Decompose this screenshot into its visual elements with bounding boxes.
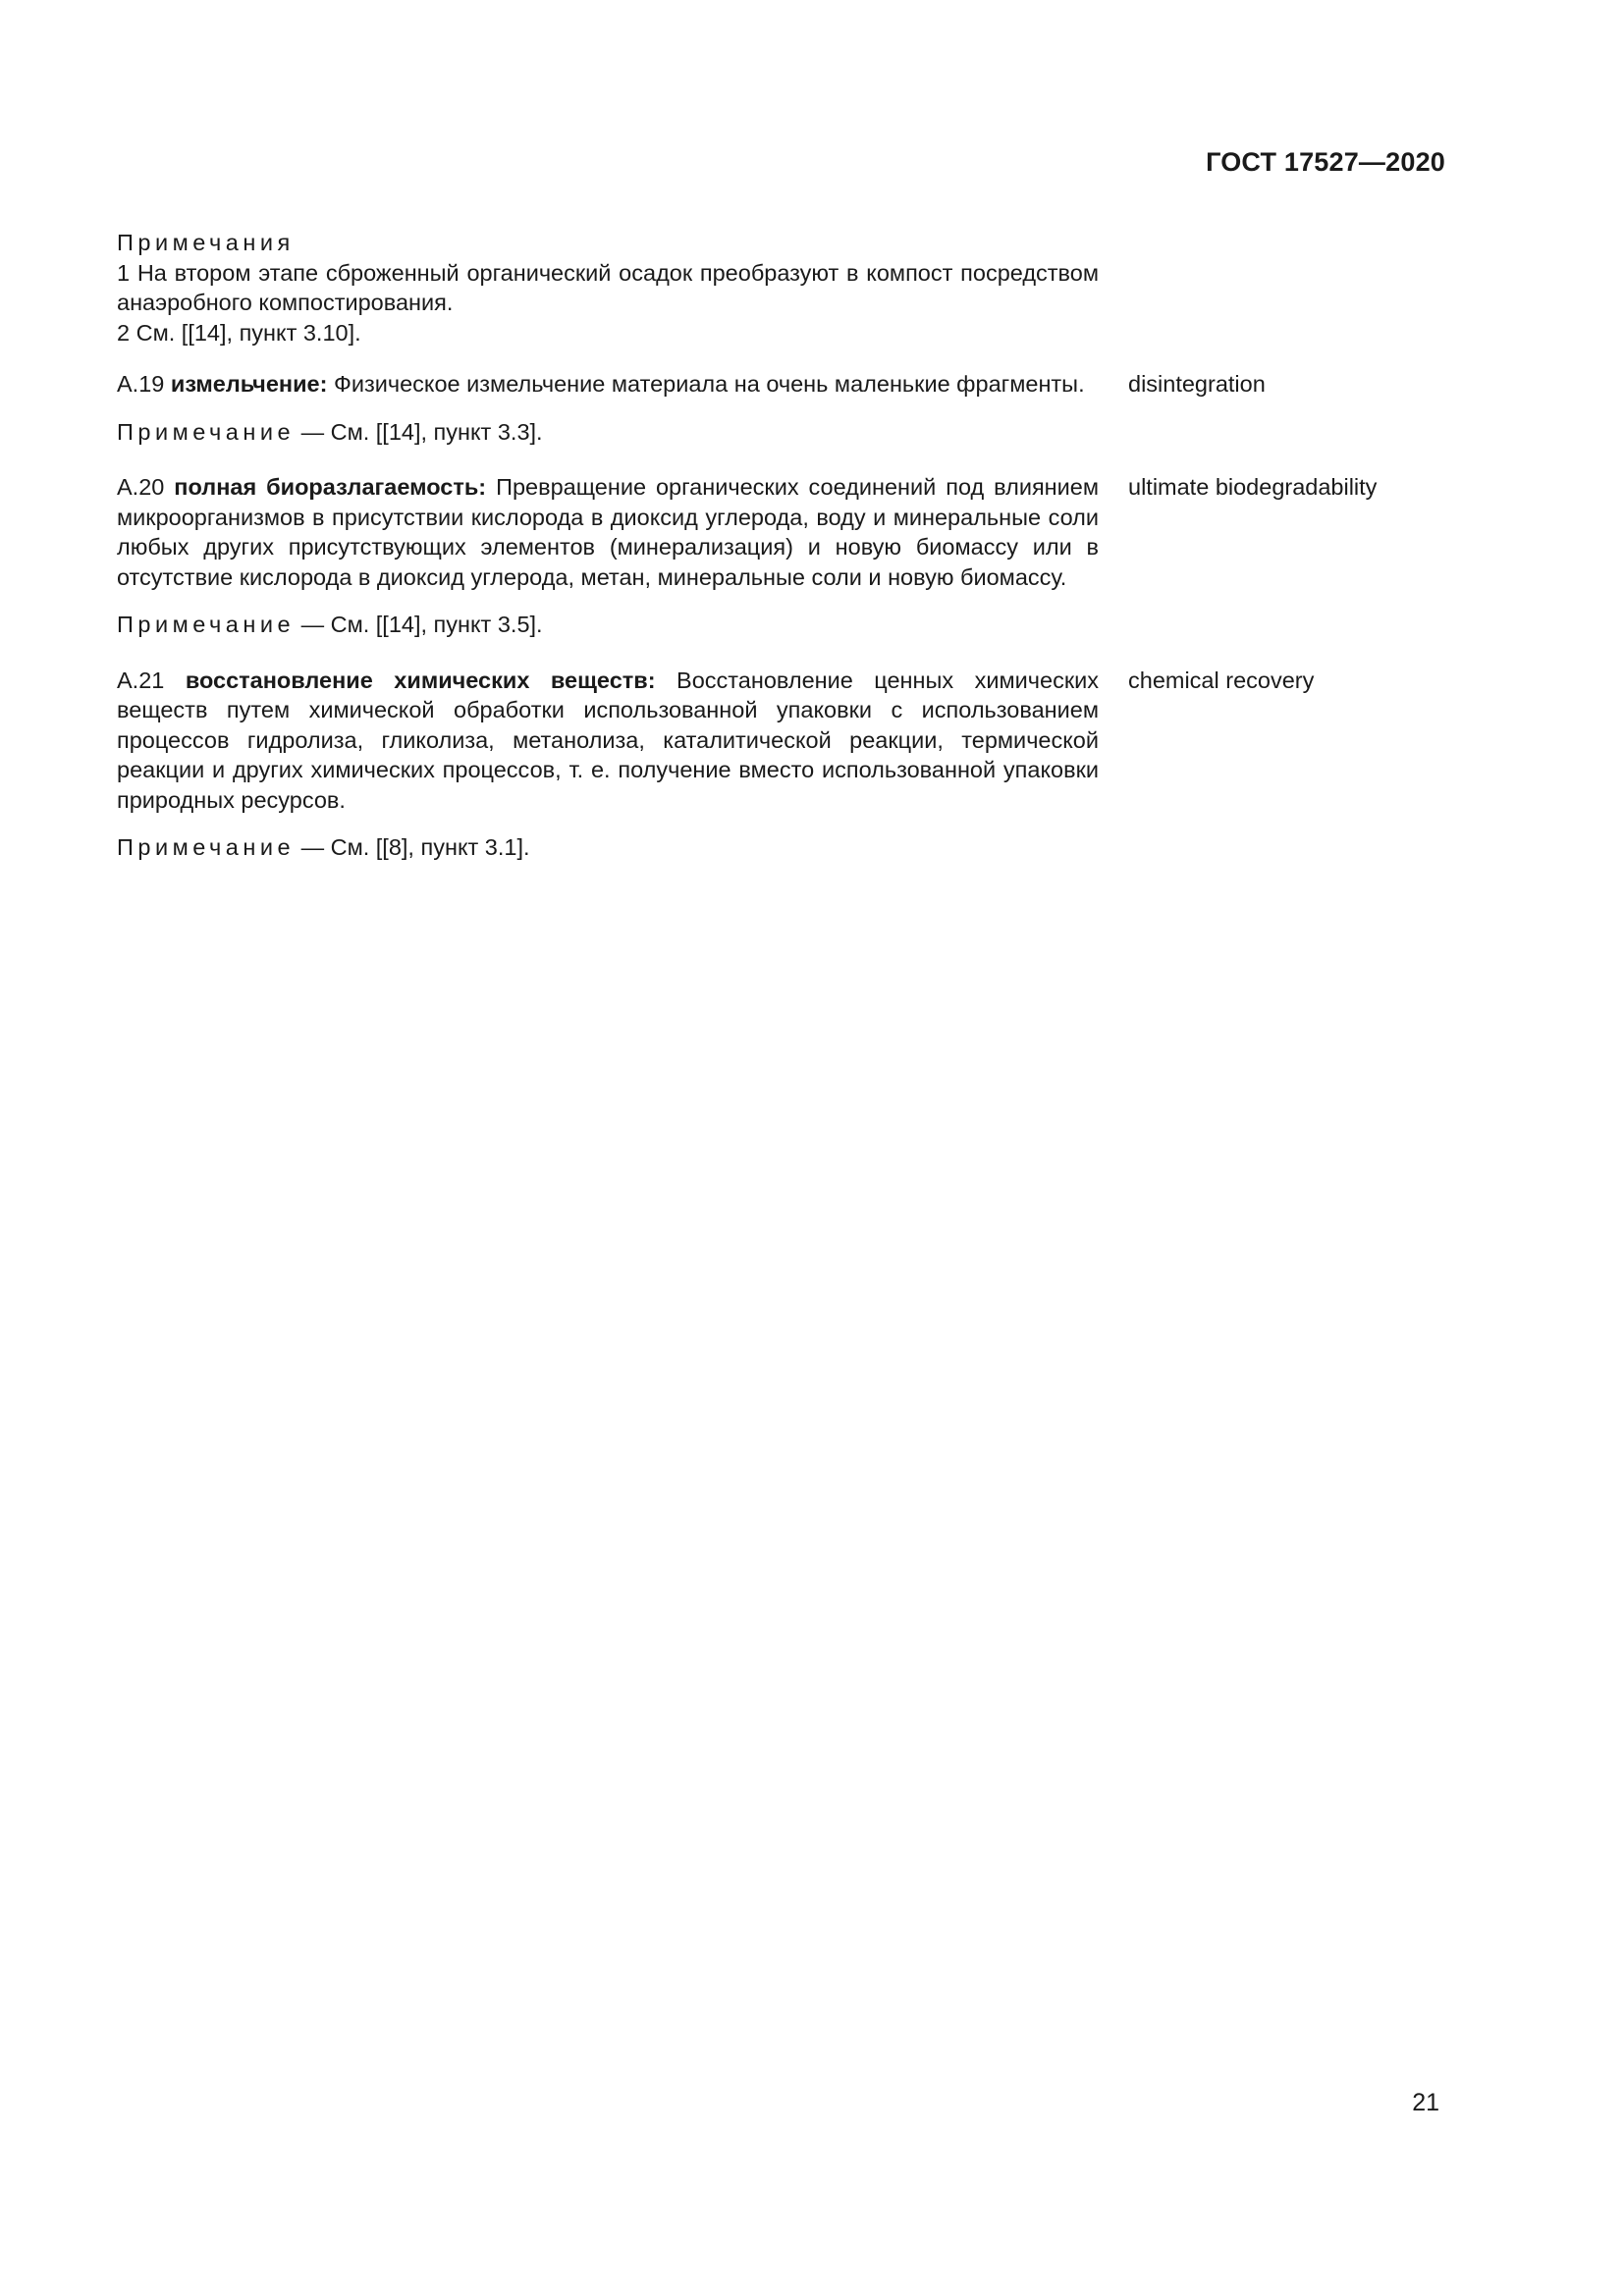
note-label: Примечание — [117, 834, 296, 860]
term-en: ultimate biodegradability — [1128, 474, 1378, 500]
document-code: ГОСТ 17527—2020 — [1206, 147, 1445, 177]
entry-number: А.21 — [117, 667, 165, 693]
note-item-1: 1 На втором этапе сброженный органический осадок преобразуют в компост посредством анаэробного компостирования. — [117, 259, 1099, 315]
note-text: — См. [[14], пункт 3.3]. — [300, 418, 543, 445]
term-definition — [117, 472, 1099, 592]
note-label: Примечание — [117, 418, 296, 445]
term-definition — [117, 666, 1099, 816]
entry-note-a19 — [117, 417, 1491, 448]
term-entry-a21 — [117, 666, 1491, 816]
note-text: — См. [[8], пункт 3.1]. — [300, 834, 530, 860]
entry-note-a21 — [117, 832, 1491, 863]
entry-number: А.19 — [117, 371, 165, 397]
term-ru: измельчение: — [170, 371, 328, 397]
term-en: disintegration — [1128, 371, 1266, 397]
term-entry-a19 — [117, 369, 1491, 400]
entry-note-a20 — [117, 610, 1491, 640]
note-item-2: 2 См. [[14], пункт 3.10]. — [117, 319, 361, 346]
note-text: — См. [[14], пункт 3.5]. — [300, 612, 543, 637]
term-ru: полная биоразлагаемость: — [174, 474, 487, 500]
term-en: chemical recovery — [1128, 667, 1315, 693]
term-ru: восстановление химических веществ: — [185, 667, 656, 693]
term-entry-a20 — [117, 472, 1491, 592]
term-definition — [117, 369, 1099, 400]
note-label: Примечание — [117, 612, 296, 637]
page-content — [117, 228, 1491, 888]
notes-heading: Примечания — [117, 230, 295, 255]
definition-text: Физическое измельчение материала на очень маленькие фрагменты. — [333, 371, 1085, 397]
definition-text: Восстановление ценных химических веществ путем химической обработки использованной упаковки с использованием процессов гидролиза, гликолиза, метанолиза, каталитической реакции, термической реакции и других химических процессов, т. е. получение вместо использованной упаковки природных ресурсов. — [117, 667, 1100, 813]
entry-number: А.20 — [117, 474, 165, 500]
page-number: 21 — [1412, 2089, 1439, 2116]
notes-block — [117, 228, 1099, 347]
definition-text: Превращение органических соединений под влиянием микроорганизмов в присутствии кислорода в диоксид углерода, воду и минеральные соли любых других присутствующих элементов (минерализация) и новую биомассу или в отсутствие кислорода в диоксид углерода, метан, минеральные соли и новую биомассу. — [117, 474, 1100, 590]
